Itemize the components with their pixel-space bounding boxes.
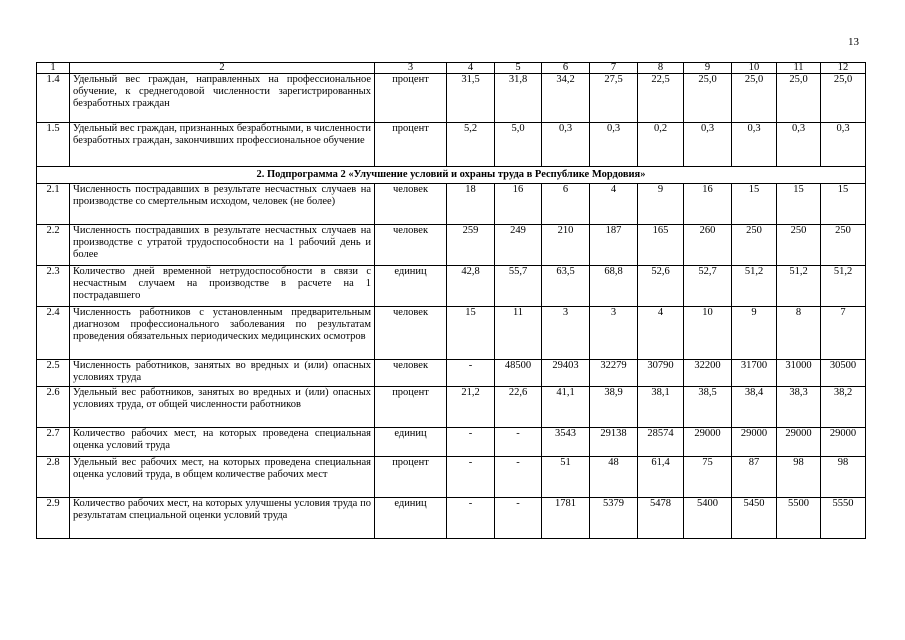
row-unit: человек	[375, 307, 447, 360]
value-cell: 29000	[684, 428, 732, 457]
row-unit: человек	[375, 225, 447, 266]
value-cell: 187	[590, 225, 638, 266]
value-cell: 5379	[590, 498, 638, 539]
row-description: Удельный вес работников, занятых во вредных и (или) опасных условиях труда, от общей численности работников	[70, 387, 375, 428]
row-description: Удельный вес граждан, направленных на профессиональное обучение, к среднегодовой численности зарегистрированных безработных граждан	[70, 74, 375, 123]
value-cell: 31,5	[447, 74, 495, 123]
row-number: 2.8	[37, 457, 70, 498]
value-cell: 63,5	[542, 266, 590, 307]
value-cell: 48	[590, 457, 638, 498]
value-cell: 259	[447, 225, 495, 266]
value-cell: 18	[447, 184, 495, 225]
value-cell: 0,2	[638, 123, 684, 167]
value-cell: 38,4	[732, 387, 777, 428]
row-description: Количество рабочих мест, на которых улучшены условия труда по результатам специальной оценки условий труда	[70, 498, 375, 539]
page-number: 13	[848, 36, 859, 48]
value-cell: 8	[777, 307, 821, 360]
value-cell: 15	[447, 307, 495, 360]
value-cell: 98	[821, 457, 866, 498]
row-unit: человек	[375, 184, 447, 225]
value-cell: 31700	[732, 360, 777, 387]
value-cell: 1781	[542, 498, 590, 539]
column-header: 5	[495, 63, 542, 74]
table-row	[37, 123, 866, 167]
value-cell: 22,6	[495, 387, 542, 428]
table-row	[37, 457, 866, 498]
value-cell: 32200	[684, 360, 732, 387]
value-cell: 5550	[821, 498, 866, 539]
value-cell: 15	[777, 184, 821, 225]
value-cell: 15	[821, 184, 866, 225]
value-cell: 61,4	[638, 457, 684, 498]
value-cell: 249	[495, 225, 542, 266]
value-cell: 29403	[542, 360, 590, 387]
value-cell: 29138	[590, 428, 638, 457]
value-cell: 31,8	[495, 74, 542, 123]
row-description: Численность работников, занятых во вредных и (или) опасных условиях труда	[70, 360, 375, 387]
value-cell: 22,5	[638, 74, 684, 123]
value-cell: 7	[821, 307, 866, 360]
column-header: 4	[447, 63, 495, 74]
value-cell: -	[495, 498, 542, 539]
column-header: 7	[590, 63, 638, 74]
value-cell: 4	[590, 184, 638, 225]
value-cell: 29000	[821, 428, 866, 457]
row-description: Удельный вес граждан, признанных безработными, в численности безработных граждан, закончивших профессиональное обучение	[70, 123, 375, 167]
value-cell: 52,7	[684, 266, 732, 307]
value-cell: 41,1	[542, 387, 590, 428]
value-cell: 250	[777, 225, 821, 266]
value-cell: 165	[638, 225, 684, 266]
value-cell: 29000	[777, 428, 821, 457]
value-cell: 6	[542, 184, 590, 225]
table-row	[37, 307, 866, 360]
row-number: 2.4	[37, 307, 70, 360]
value-cell: -	[447, 457, 495, 498]
value-cell: 30500	[821, 360, 866, 387]
row-number: 1.4	[37, 74, 70, 123]
row-number: 2.6	[37, 387, 70, 428]
row-unit: человек	[375, 360, 447, 387]
row-unit: единиц	[375, 266, 447, 307]
value-cell: 38,9	[590, 387, 638, 428]
table-row	[37, 184, 866, 225]
column-header: 1	[37, 63, 70, 74]
value-cell: 260	[684, 225, 732, 266]
value-cell: 25,0	[777, 74, 821, 123]
row-description: Численность работников с установленным предварительным диагнозом профессионального заболевания по результатам проведения обязательных периодических медицинских осмотров	[70, 307, 375, 360]
value-cell: 250	[732, 225, 777, 266]
row-unit: процент	[375, 74, 447, 123]
value-cell: -	[447, 428, 495, 457]
value-cell: -	[495, 428, 542, 457]
value-cell: 51	[542, 457, 590, 498]
table-row	[37, 360, 866, 387]
value-cell: 4	[638, 307, 684, 360]
value-cell: 38,3	[777, 387, 821, 428]
value-cell: 87	[732, 457, 777, 498]
column-header: 6	[542, 63, 590, 74]
value-cell: 5478	[638, 498, 684, 539]
value-cell: 250	[821, 225, 866, 266]
value-cell: 75	[684, 457, 732, 498]
indicators-table	[36, 62, 866, 539]
table-row	[37, 225, 866, 266]
column-header: 2	[70, 63, 375, 74]
table-row	[37, 498, 866, 539]
row-description: Удельный вес рабочих мест, на которых проведена специальная оценка условий труда, в общем количестве рабочих мест	[70, 457, 375, 498]
column-header: 10	[732, 63, 777, 74]
column-header: 8	[638, 63, 684, 74]
table-row	[37, 428, 866, 457]
value-cell: 15	[732, 184, 777, 225]
value-cell: 3	[542, 307, 590, 360]
row-number: 2.1	[37, 184, 70, 225]
value-cell: 30790	[638, 360, 684, 387]
value-cell: 28574	[638, 428, 684, 457]
value-cell: 38,2	[821, 387, 866, 428]
column-header: 9	[684, 63, 732, 74]
value-cell: 3	[590, 307, 638, 360]
value-cell: 38,1	[638, 387, 684, 428]
row-description: Количество дней временной нетрудоспособности в связи с несчастным случаем на производстве в расчете на 1 пострадавшего	[70, 266, 375, 307]
column-header: 3	[375, 63, 447, 74]
table-row	[37, 266, 866, 307]
value-cell: 5500	[777, 498, 821, 539]
value-cell: 51,2	[821, 266, 866, 307]
value-cell: 25,0	[732, 74, 777, 123]
row-unit: процент	[375, 457, 447, 498]
value-cell: 21,2	[447, 387, 495, 428]
value-cell: 0,3	[732, 123, 777, 167]
value-cell: 29000	[732, 428, 777, 457]
row-number: 2.7	[37, 428, 70, 457]
value-cell: 51,2	[777, 266, 821, 307]
table-row	[37, 387, 866, 428]
value-cell: 210	[542, 225, 590, 266]
value-cell: 51,2	[732, 266, 777, 307]
row-description: Численность пострадавших в результате несчастных случаев на производстве со смертельным исходом, человек (не более)	[70, 184, 375, 225]
value-cell: 31000	[777, 360, 821, 387]
row-number: 2.3	[37, 266, 70, 307]
table-row	[37, 74, 866, 123]
value-cell: 11	[495, 307, 542, 360]
value-cell: 9	[732, 307, 777, 360]
value-cell: 68,8	[590, 266, 638, 307]
value-cell: -	[447, 498, 495, 539]
value-cell: 3543	[542, 428, 590, 457]
value-cell: 16	[495, 184, 542, 225]
section-row	[37, 167, 866, 184]
value-cell: 42,8	[447, 266, 495, 307]
row-description: Количество рабочих мест, на которых проведена специальная оценка условий труда	[70, 428, 375, 457]
column-number-row	[37, 63, 866, 74]
value-cell: 52,6	[638, 266, 684, 307]
value-cell: 5,0	[495, 123, 542, 167]
row-number: 1.5	[37, 123, 70, 167]
value-cell: -	[447, 360, 495, 387]
value-cell: 5450	[732, 498, 777, 539]
value-cell: 5,2	[447, 123, 495, 167]
value-cell: -	[495, 457, 542, 498]
value-cell: 98	[777, 457, 821, 498]
row-number: 2.2	[37, 225, 70, 266]
value-cell: 0,3	[821, 123, 866, 167]
row-unit: процент	[375, 123, 447, 167]
row-unit: единиц	[375, 498, 447, 539]
column-header: 12	[821, 63, 866, 74]
value-cell: 25,0	[821, 74, 866, 123]
value-cell: 0,3	[590, 123, 638, 167]
value-cell: 9	[638, 184, 684, 225]
row-number: 2.9	[37, 498, 70, 539]
value-cell: 0,3	[684, 123, 732, 167]
row-unit: единиц	[375, 428, 447, 457]
value-cell: 25,0	[684, 74, 732, 123]
value-cell: 34,2	[542, 74, 590, 123]
value-cell: 48500	[495, 360, 542, 387]
value-cell: 27,5	[590, 74, 638, 123]
section-heading: 2. Подпрограмма 2 «Улучшение условий и охраны труда в Республике Мордовия»	[37, 167, 866, 184]
value-cell: 32279	[590, 360, 638, 387]
value-cell: 16	[684, 184, 732, 225]
column-header: 11	[777, 63, 821, 74]
value-cell: 0,3	[777, 123, 821, 167]
value-cell: 0,3	[542, 123, 590, 167]
value-cell: 10	[684, 307, 732, 360]
row-number: 2.5	[37, 360, 70, 387]
value-cell: 55,7	[495, 266, 542, 307]
value-cell: 38,5	[684, 387, 732, 428]
value-cell: 5400	[684, 498, 732, 539]
row-description: Численность пострадавших в результате несчастных случаев на производстве с утратой трудоспособности на 1 рабочий день и более	[70, 225, 375, 266]
row-unit: процент	[375, 387, 447, 428]
